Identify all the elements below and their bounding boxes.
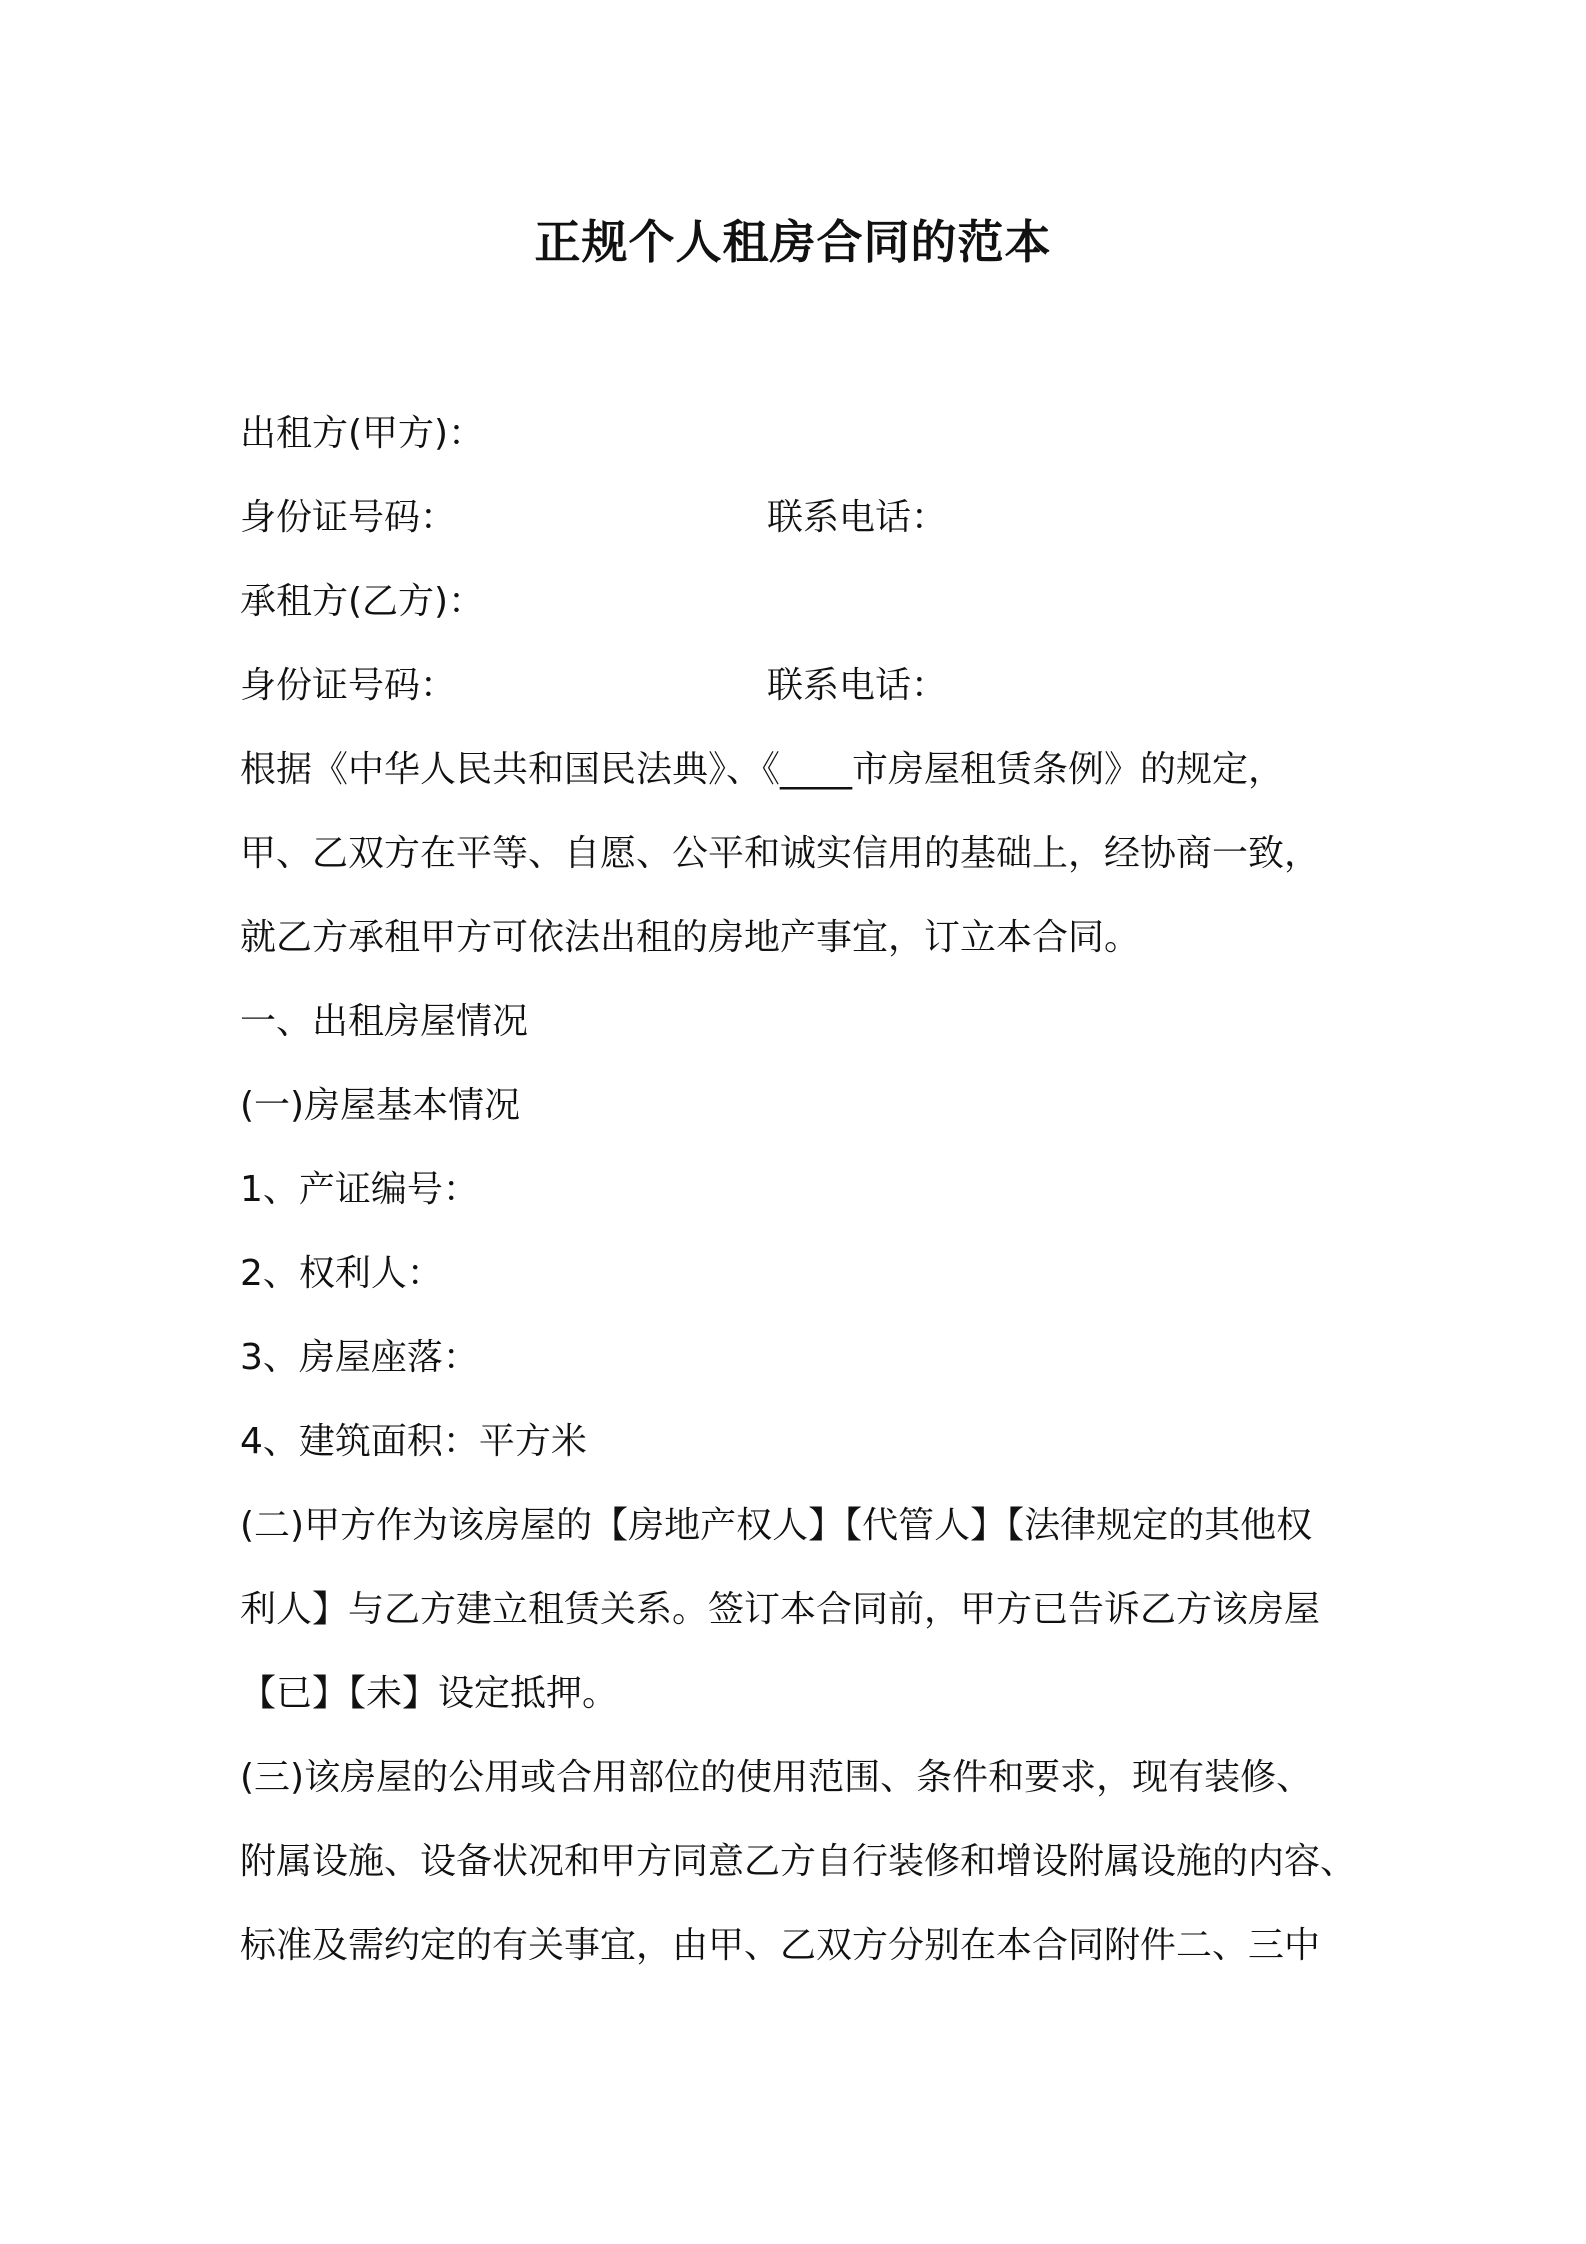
lessee-label: 承租方(乙方)： bbox=[240, 581, 485, 622]
lessor-phone-label: 联系电话： bbox=[767, 497, 948, 538]
section-heading: 一、出租房屋情况 bbox=[240, 1001, 529, 1042]
list-item: 1、产证编号： bbox=[240, 1169, 479, 1210]
preamble-line: 甲、乙双方在平等、自愿、公平和诚实信用的基础上，经协商一致， bbox=[240, 833, 1321, 874]
paragraph-line: 利人】与乙方建立租赁关系。签订本合同前，甲方已告诉乙方该房屋 bbox=[240, 1589, 1321, 1630]
lessee-id-label: 身份证号码： bbox=[240, 665, 457, 706]
paragraph-line: (三)该房屋的公用或合用部位的使用范围、条件和要求，现有装修、 bbox=[240, 1757, 1313, 1798]
lessor-label: 出租方(甲方)： bbox=[240, 413, 485, 454]
subsection-heading: (一)房屋基本情况 bbox=[240, 1085, 521, 1126]
preamble-line: 根据《中华人民共和国民法典》、《____市房屋租赁条例》的规定， bbox=[240, 749, 1285, 790]
lessor-id-label: 身份证号码： bbox=[240, 497, 457, 538]
list-item: 4、建筑面积：平方米 bbox=[240, 1421, 587, 1462]
paragraph-line: 【已】【未】设定抵押。 bbox=[240, 1673, 619, 1714]
paragraph-line: (二)甲方作为该房屋的【房地产权人】【代管人】【法律规定的其他权 bbox=[240, 1505, 1313, 1546]
paragraph-line: 附属设施、设备状况和甲方同意乙方自行装修和增设附属设施的内容、 bbox=[240, 1841, 1357, 1882]
preamble-line: 就乙方承租甲方可依法出租的房地产事宜，订立本合同。 bbox=[240, 917, 1141, 958]
list-item: 2、权利人： bbox=[240, 1253, 443, 1294]
document-title: 正规个人租房合同的范本 bbox=[534, 215, 1052, 269]
lessee-phone-label: 联系电话： bbox=[767, 665, 948, 706]
paragraph-line: 标准及需约定的有关事宜，由甲、乙双方分别在本合同附件二、三中 bbox=[240, 1925, 1321, 1966]
list-item: 3、房屋座落： bbox=[240, 1337, 479, 1378]
